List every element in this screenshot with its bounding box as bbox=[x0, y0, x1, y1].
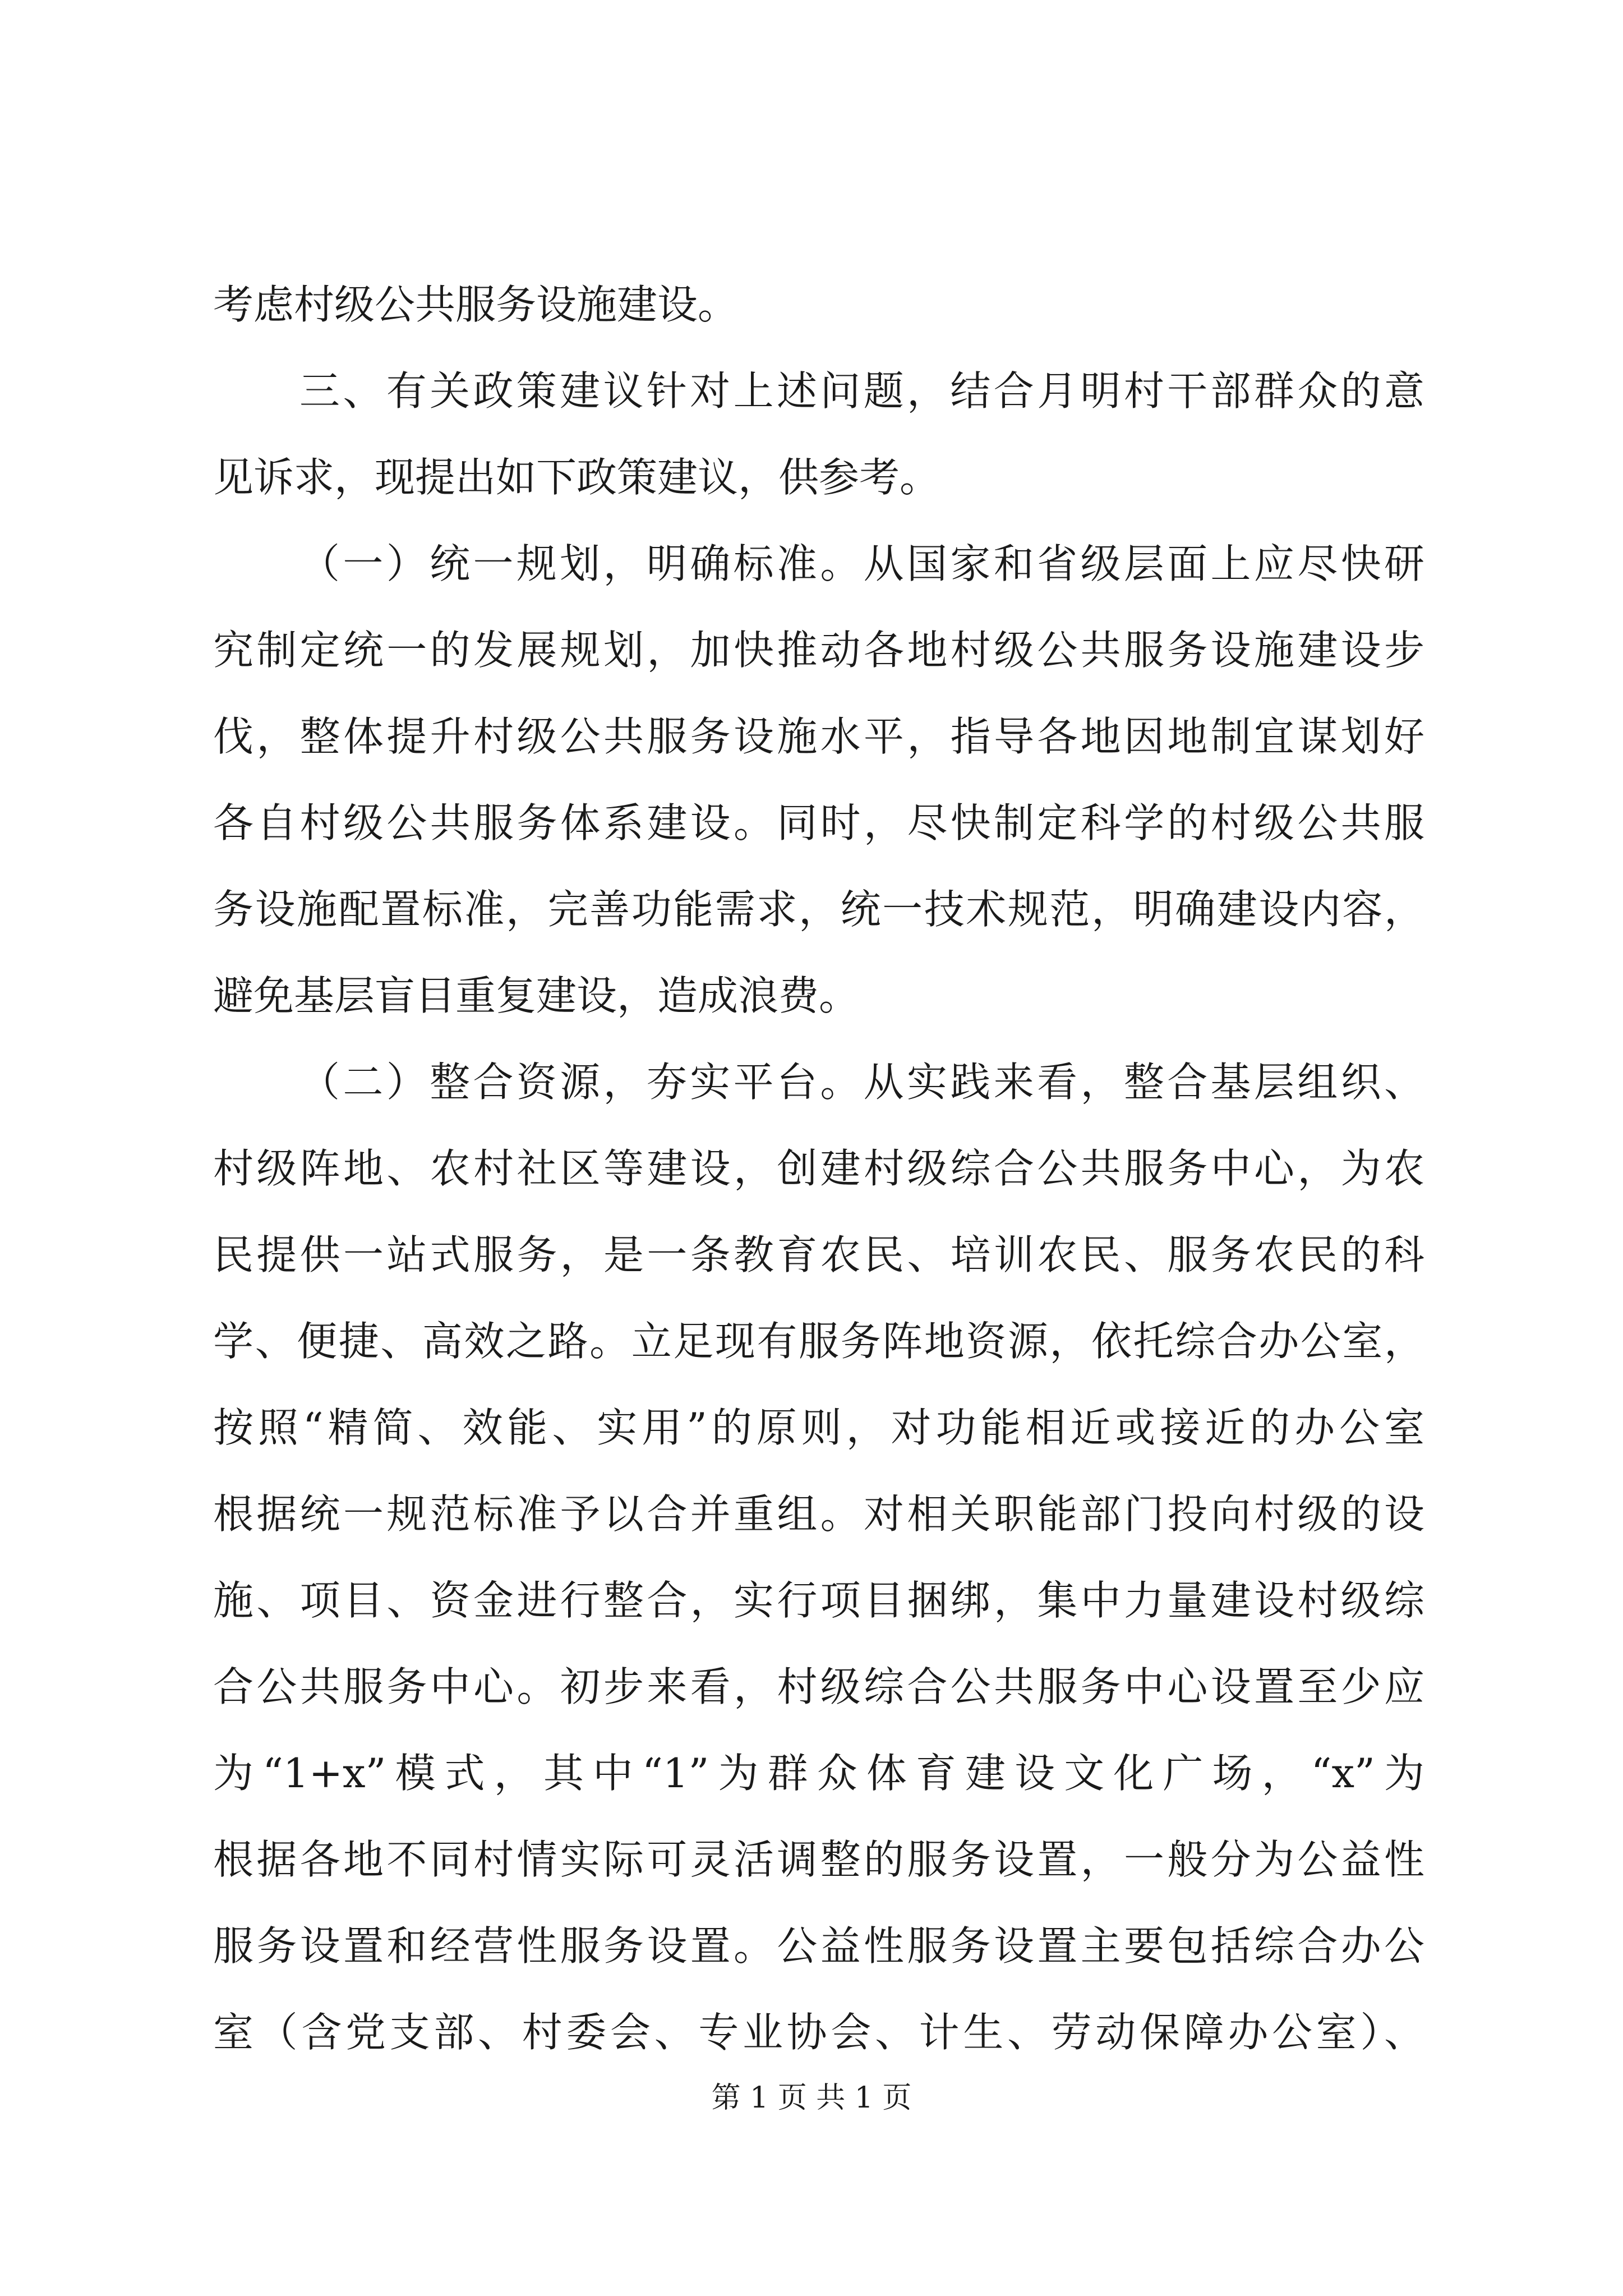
text-line: 室（含党支部、村委会、专业协会、计生、劳动保障办公室）、 bbox=[213, 2009, 1424, 2056]
page-number-footer: 第 1 页 共 1 页 bbox=[711, 2081, 912, 2115]
subsection-heading-line: （二）整合资源，夯实平台。从实践来看，整合基层组织、 bbox=[299, 1059, 1424, 1106]
text-line: 为“1+x”模式，其中“1”为群众体育建设文化广场，“x”为 bbox=[213, 1750, 1424, 1797]
document-body bbox=[213, 261, 1424, 2076]
text-line: 施、项目、资金进行整合，实行项目捆绑，集中力量建设村级综 bbox=[213, 1577, 1424, 1624]
text-line: 学、便捷、高效之路。立足现有服务阵地资源，依托综合办公室， bbox=[213, 1318, 1424, 1365]
text-line: 合公共服务中心。初步来看，村级综合公共服务中心设置至少应 bbox=[213, 1663, 1424, 1710]
text-line: 各自村级公共服务体系建设。同时，尽快制定科学的村级公共服 bbox=[213, 799, 1424, 846]
text-line: 见诉求，现提出如下政策建议，供参考。 bbox=[213, 454, 940, 501]
section-heading-line: 三、有关政策建议针对上述问题，结合月明村干部群众的意 bbox=[299, 367, 1424, 415]
text-line: 究制定统一的发展规划，加快推动各地村级公共服务设施建设步 bbox=[213, 627, 1424, 674]
subsection-heading-line: （一）统一规划，明确标准。从国家和省级层面上应尽快研 bbox=[299, 540, 1424, 587]
text-line: 务设施配置标准，完善功能需求，统一技术规范，明确建设内容， bbox=[213, 886, 1424, 933]
text-line: 民提供一站式服务，是一条教育农民、培训农民、服务农民的科 bbox=[213, 1231, 1424, 1278]
text-line: 按照“精简、效能、实用”的原则，对功能相近或接近的办公室 bbox=[213, 1404, 1424, 1451]
text-line: 伐，整体提升村级公共服务设施水平，指导各地因地制宜谋划好 bbox=[213, 713, 1424, 760]
text-line: 考虑村级公共服务设施建设。 bbox=[213, 281, 739, 328]
text-line: 根据各地不同村情实际可灵活调整的服务设置，一般分为公益性 bbox=[213, 1836, 1424, 1883]
text-line: 村级阵地、农村社区等建设，创建村级综合公共服务中心，为农 bbox=[213, 1145, 1424, 1192]
text-line: 根据统一规范标准予以合并重组。对相关职能部门投向村级的设 bbox=[213, 1490, 1424, 1538]
text-line: 避免基层盲目重复建设，造成浪费。 bbox=[213, 972, 860, 1019]
text-line: 服务设置和经营性服务设置。公益性服务设置主要包括综合办公 bbox=[213, 1922, 1424, 1970]
